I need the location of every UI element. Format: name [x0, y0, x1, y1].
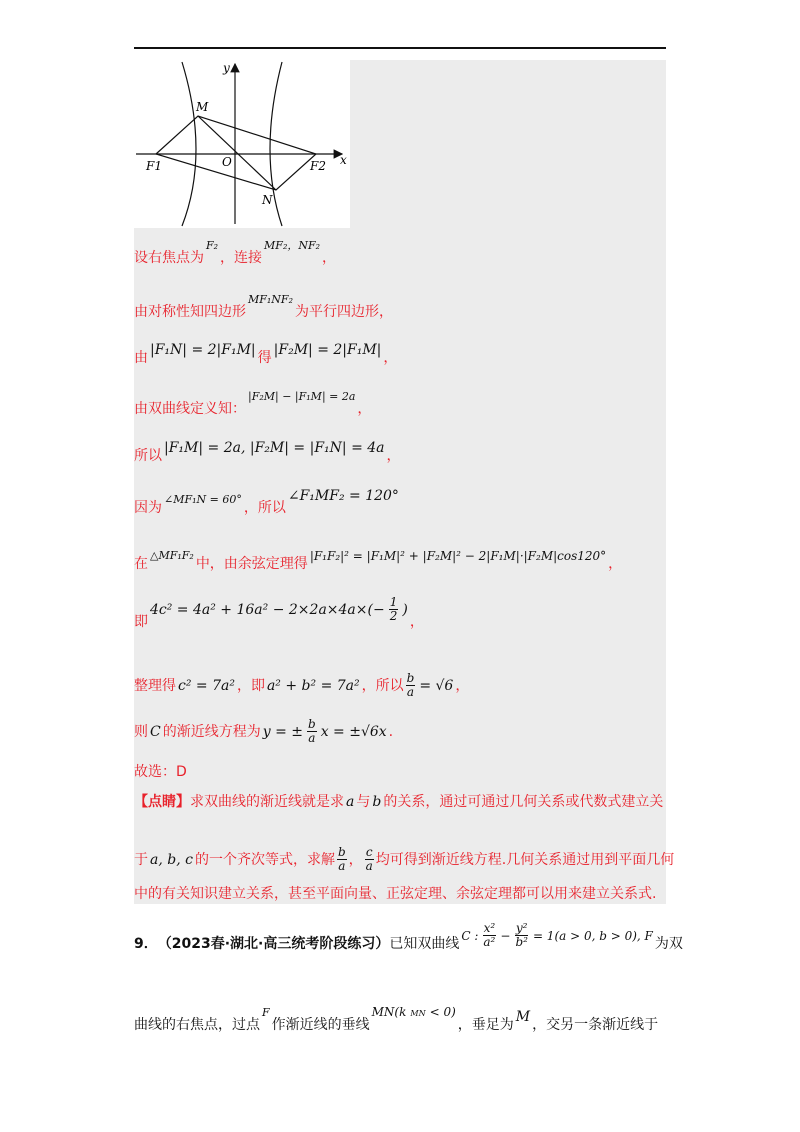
fraction-b-over-a-asymptote: $\frac{b}{a}$ — [308, 717, 316, 745]
label-f2: F2 — [310, 159, 326, 173]
hyperbola-figure — [134, 60, 350, 228]
tip-line-3: 中的有关知识建立关系，甚至平面向量、正弦定理、余弦定理都可以用来建立关系式. — [134, 886, 657, 902]
tip-line-2: 于 a, b, c 的一个齐次等式，求解 $\frac{b}{a}$ ， $\frac{c}{a}$ 均可得到渐近线方程.几何关系通过用到平面几何 — [134, 845, 675, 873]
solution-line-8: 即 4c² = 4a² + 16a² − 2×2a×4a×(− $\frac{1}{2}$ ) ， — [134, 595, 424, 630]
solution-line-3: 由 |F₁N| = 2|F₁M| 得 |F₂M| = 2|F₁M| ， — [134, 342, 398, 366]
header-rule — [134, 47, 666, 49]
fraction-x2-over-a2: $\frac{\text{x²}}{\text{a²}}$ — [483, 921, 496, 949]
solution-line-5: 所以 |F₁M| = 2a, |F₂M| = |F₁N| = 4a ， — [134, 440, 401, 464]
answer-line: 故选：D — [134, 764, 187, 780]
fraction-c-over-a-tip: $\frac{c}{a}$ — [365, 845, 373, 873]
solution-line-10: 则 C 的渐近线方程为 y = ± $\frac{b}{a}$ x = ±√6x . — [134, 717, 394, 745]
question-number: 9． — [134, 935, 158, 952]
fraction-b-over-a: $\frac{b}{a}$ — [406, 671, 415, 699]
hyperbola-diagram — [134, 60, 350, 228]
solution-line-1: 设右焦点为 F₂ ，连接 MF₂，NF₂ ， — [134, 239, 337, 266]
solution-line-7: 在 △MF₁F₂ 中，由余弦定理得 |F₁F₂|² = |F₁M|² + |F₂M|² − 2|F₁M|·|F₂M|cos120° ， — [134, 549, 623, 572]
fraction-b-over-a-tip: $\frac{b}{a}$ — [337, 845, 346, 873]
tip-line-1: 【点睛】 求双曲线的渐近线就是求 a 与 b 的关系，通过可通过几何关系或代数式建立关 — [134, 794, 664, 810]
label-m: M — [196, 100, 209, 114]
solution-line-9: 整理得 c² = 7a² ，即 a² + b² = 7a² ，所以 $\frac{b}{a}$ = √6 ， — [134, 671, 470, 699]
label-x: x — [340, 153, 347, 167]
left-branch — [182, 62, 196, 226]
label-y: y — [223, 61, 230, 75]
label-n: N — [262, 193, 273, 207]
solution-line-4: 由双曲线定义知： |F₂M| − |F₁M| = 2a ， — [134, 390, 372, 417]
label-f1: F1 — [146, 159, 162, 173]
fraction-y2-over-b2: $\frac{\text{y²}}{\text{b²}}$ — [515, 921, 528, 949]
solution-line-6: 因为 ∠MF₁N = 60° ，所以 ∠F₁MF₂ = 120° — [134, 488, 399, 516]
tip-heading: 【点睛】 — [134, 794, 190, 810]
parallelogram-mf1nf2 — [156, 116, 316, 190]
label-o: O — [222, 155, 232, 169]
question-source: （2023春·湖北·高三统考阶段练习） — [157, 935, 390, 952]
question-9-line-1: 9． （2023春·湖北·高三统考阶段练习） 已知双曲线 C : $\frac{\text{x²}}{\text{a²}}$ − $\frac{\text{y²}}{\text{b²}}$ = 1(a > 0, b > 0), F 为双 — [134, 921, 683, 952]
fraction-one-half: $\frac{1}{2}$ — [389, 595, 398, 623]
question-9-line-2: 曲线的右焦点，过点 F 作渐近线的垂线 MN(k MN < 0) ，垂足为 M ，交另一条渐近线于 — [134, 1005, 659, 1033]
solution-line-2: 由对称性知四边形 MF₁NF₂ 为平行四边形， — [134, 293, 393, 320]
